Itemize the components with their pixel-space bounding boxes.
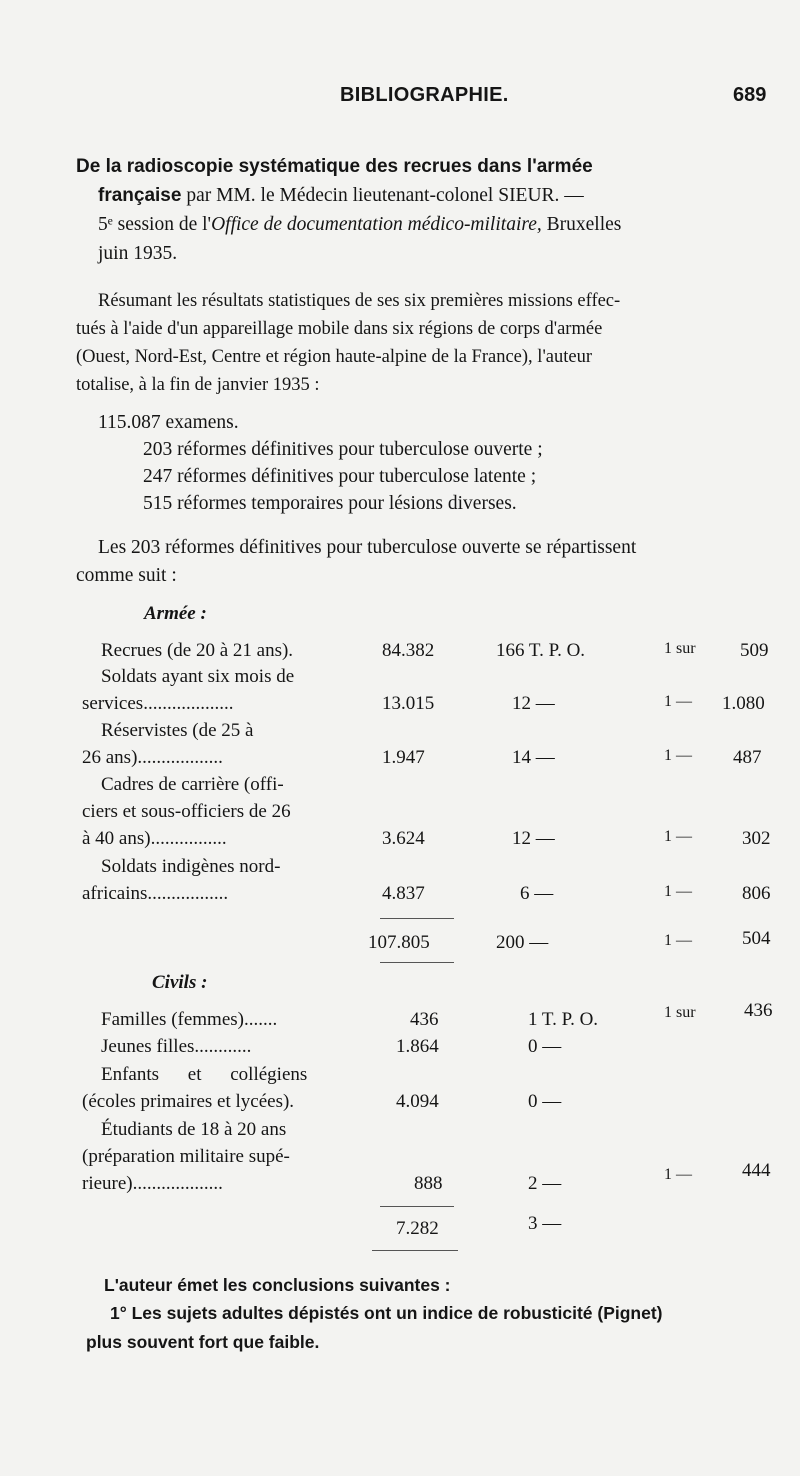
summary-line-2: tués à l'aide d'un appareillage mobile dans six régions de corps d'armée [76,319,603,339]
army-row-denominator: 487 [733,747,762,768]
civil-row-cases: 2 — [528,1173,562,1194]
army-row-label: Cadres de carrière (offi- [101,774,284,795]
conclusion-1-line-1: 1° Les sujets adultes dépistés ont un indice de robusticité (Pignet) [110,1303,663,1323]
army-total-ratio: 1 — [664,932,692,949]
civil-row-cases: 0 — [528,1036,562,1057]
army-row-ratio: 1 — [664,747,692,764]
page-number: 689 [733,84,767,106]
army-row-examined: 4.837 [382,883,425,904]
summary-line-3: (Ouest, Nord-Est, Centre et région haute-alpine de la France), l'auteur [76,347,592,367]
army-row-ratio: 1 — [664,693,692,710]
army-row-ratio: 1 sur [664,640,696,657]
army-row-cases: 6 — [520,883,554,904]
civil-row-label: Familles (femmes)....... [101,1009,278,1030]
army-row-denominator: 1.080 [722,693,765,714]
army-row-cases: 14 — [512,747,555,768]
army-row-label: Réservistes (de 25 à [101,720,254,741]
army-row-examined: 84.382 [382,640,435,661]
army-row-label: Soldats ayant six mois de [101,666,295,687]
civil-row-label: Étudiants de 18 à 20 ans [101,1119,287,1140]
civil-row-label-cont: (écoles primaires et lycées). [82,1091,295,1112]
civil-row-examined: 888 [414,1173,443,1194]
article-date: juin 1935. [98,243,178,264]
army-total-rule [380,918,454,919]
civil-row-label-cont: rieure)................... [82,1173,223,1194]
army-row-label-cont: à 40 ans)................ [82,828,227,849]
army-row-denominator: 509 [740,640,769,661]
repartition-line-1: Les 203 réformes définitives pour tuberculose ouverte se répartissent [98,537,637,558]
repartition-line-2: comme suit : [76,565,177,586]
army-row-cases: 166 T. P. O. [496,640,586,661]
civil-row-ratio: 1 — [664,1166,692,1183]
summary-line-4: totalise, à la fin de janvier 1935 : [76,375,320,395]
army-total-underline [380,962,454,963]
civil-section-label: Civils : [152,972,208,993]
civil-row-label-cont: (préparation militaire supé- [82,1146,290,1167]
conclusions-intro: L'auteur émet les conclusions suivantes : [104,1275,451,1295]
civil-row-cases: 1 T. P. O. [528,1009,599,1030]
summary-line-1: Résumant les résultats statistiques de ses six premières missions effec- [98,291,621,311]
army-row-cases: 12 — [512,693,555,714]
total-line-1: 203 réformes définitives pour tuberculose ouverte ; [143,439,543,460]
civil-total-examined: 7.282 [396,1218,439,1239]
total-line-3: 515 réformes temporaires pour lésions diverses. [143,493,517,514]
army-row-examined: 13.015 [382,693,435,714]
total-line-2: 247 réformes définitives pour tuberculose latente ; [143,466,537,487]
conclusion-1-line-2: plus souvent fort que faible. [86,1332,320,1352]
civil-total-underline [372,1250,458,1251]
civil-row-denominator: 436 [744,1000,773,1021]
army-row-denominator: 302 [742,828,771,849]
army-row-ratio: 1 — [664,828,692,845]
army-total-cases: 200 — [496,932,549,953]
civil-row-cases: 0 — [528,1091,562,1112]
article-authors: par MM. le Médecin lieutenant-colonel SIEUR. — [186,185,584,206]
army-row-cases: 12 — [512,828,555,849]
civil-row-examined: 436 [410,1009,439,1030]
army-row-examined: 3.624 [382,828,425,849]
army-row-examined: 1.947 [382,747,425,768]
session-prefix: 5ᵉ session de l' [98,214,212,235]
civil-row-denominator: 444 [742,1160,771,1181]
army-total-examined: 107.805 [368,932,430,953]
city-name: Bruxelles [546,214,622,235]
article-title-line2 [98,181,584,211]
army-row-label-cont: ciers et sous-officiers de 26 [82,801,291,822]
army-row-ratio: 1 — [664,883,692,900]
article-title-bold: française [98,185,182,206]
office-name: Office de documentation médico-militaire, [211,214,542,235]
army-row-denominator: 806 [742,883,771,904]
total-exams: 115.087 examens. [98,412,239,433]
army-row-label-cont: services................... [82,693,234,714]
army-row-label: Recrues (de 20 à 21 ans). [101,640,294,661]
army-row-label-cont: africains................. [82,883,229,904]
civil-row-label: Jeunes filles............ [101,1036,252,1057]
army-row-label: Soldats indigènes nord- [101,856,281,877]
civil-total-cases: 3 — [528,1213,562,1234]
civil-row-examined: 4.094 [396,1091,439,1112]
article-title-line3 [98,210,621,240]
army-total-denominator: 504 [742,928,771,949]
civil-row-ratio: 1 sur [664,1004,696,1021]
running-header: BIBLIOGRAPHIE. [340,84,509,106]
army-row-label-cont: 26 ans).................. [82,747,223,768]
army-section-label: Armée : [144,603,207,624]
article-title-line1: De la radioscopie systématique des recrues dans l'armée [76,156,593,177]
civil-total-rule [380,1206,454,1207]
civil-row-label: Enfants et collégiens [101,1064,308,1085]
civil-row-examined: 1.864 [396,1036,439,1057]
